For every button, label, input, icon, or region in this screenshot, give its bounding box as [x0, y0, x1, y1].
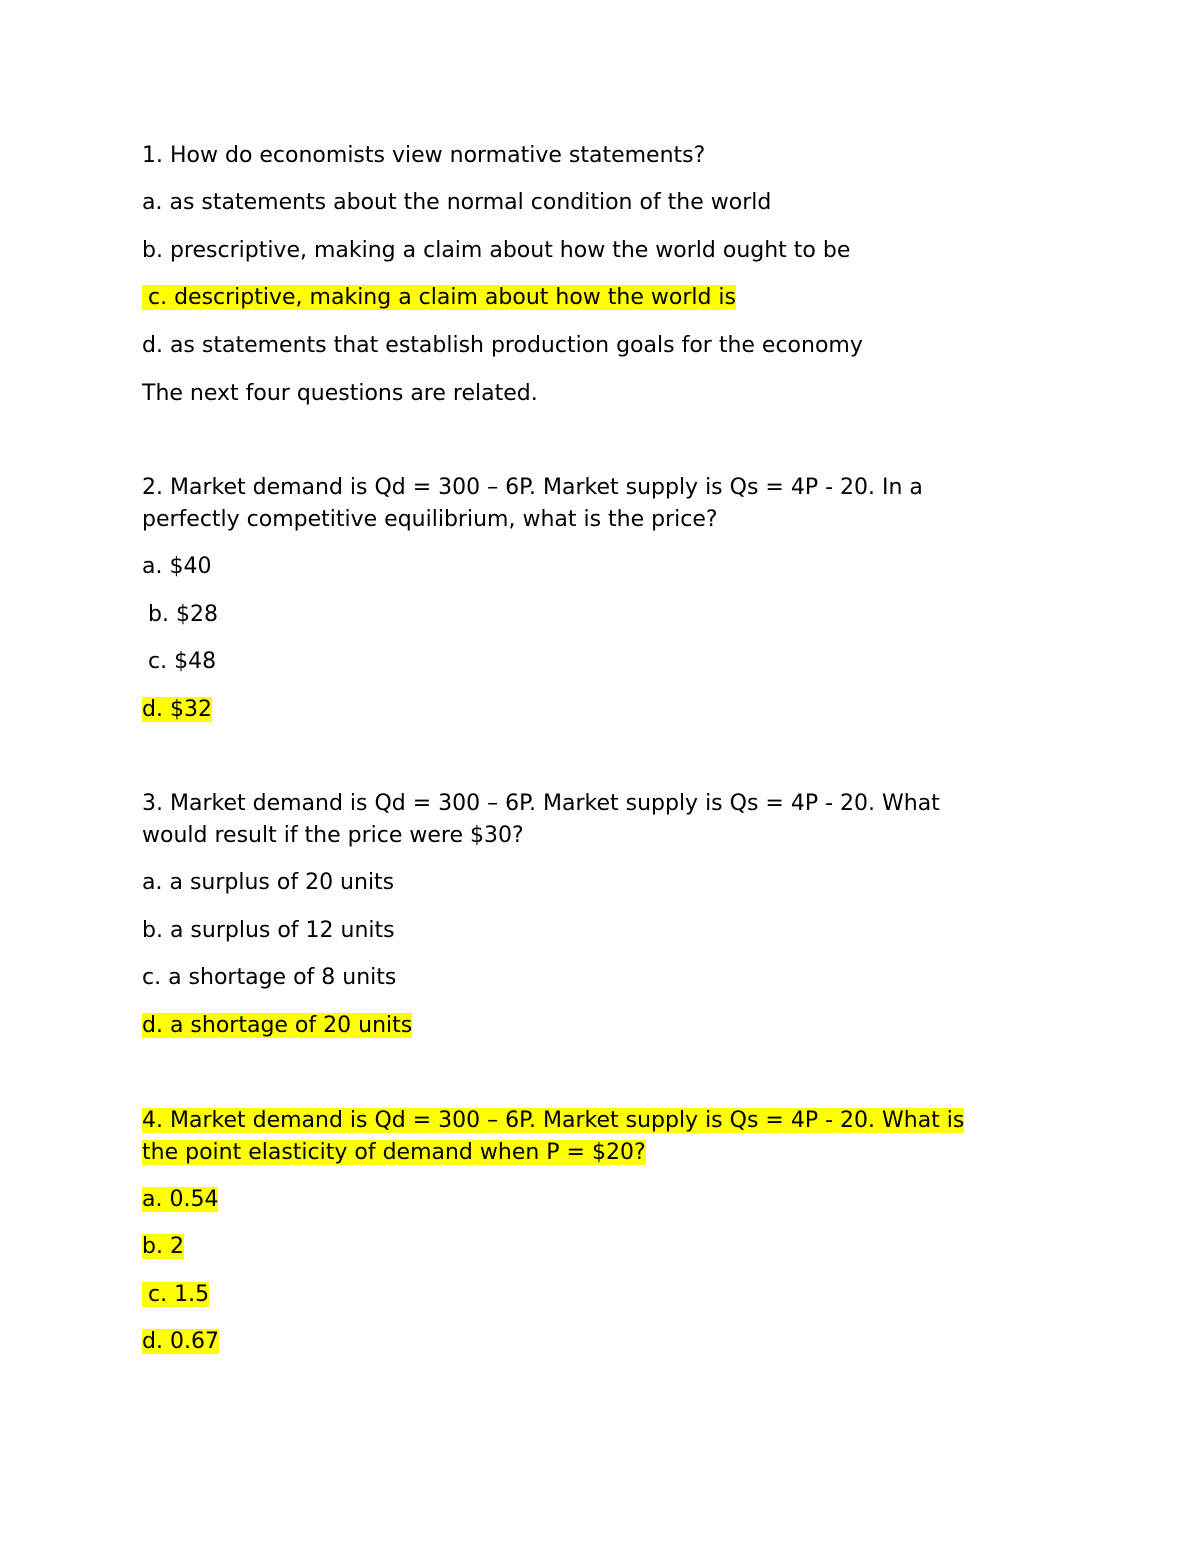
- q1-question: 1. How do economists view normative statements?: [142, 143, 706, 168]
- q2-question-line2: perfectly competitive equilibrium, what is the price?: [142, 507, 718, 532]
- highlight: d. a shortage of 20 units: [142, 1013, 413, 1038]
- q4-question-line1: [142, 1105, 964, 1137]
- highlight: a. 0.54: [142, 1187, 219, 1212]
- note-text: The next four questions are related.: [142, 381, 538, 406]
- q4-question-line2: [142, 1137, 646, 1169]
- highlight: b. 2: [142, 1234, 184, 1259]
- q1-option-a: a. as statements about the normal condition of the world: [142, 190, 772, 215]
- q2-question-line1: 2. Market demand is Qd = 300 – 6P. Market supply is Qs = 4P - 20. In a: [142, 475, 923, 500]
- q2-option-d: [142, 694, 212, 726]
- q3-option-c: c. a shortage of 8 units: [142, 965, 397, 990]
- q2-option-a: a. $40: [142, 554, 212, 579]
- q2-option-c: c. $48: [148, 649, 217, 674]
- highlight: d. $32: [142, 697, 212, 722]
- q4-option-b: [142, 1231, 184, 1263]
- q4-option-c: [142, 1279, 209, 1311]
- q3-question-line1: 3. Market demand is Qd = 300 – 6P. Market supply is Qs = 4P - 20. What: [142, 791, 940, 816]
- highlight: d. 0.67: [142, 1329, 219, 1354]
- q3-option-b: b. a surplus of 12 units: [142, 918, 395, 943]
- q2-option-b: b. $28: [148, 602, 218, 627]
- highlight: c. descriptive, making a claim about how the world is: [142, 285, 736, 310]
- q3-option-a: a. a surplus of 20 units: [142, 870, 395, 895]
- q4-option-a: [142, 1184, 218, 1216]
- q1-option-c: [142, 282, 736, 314]
- q1-option-b: b. prescriptive, making a claim about how the world ought to be: [142, 238, 851, 263]
- q3-option-d: [142, 1010, 412, 1042]
- q1-option-d: d. as statements that establish production goals for the economy: [142, 333, 863, 358]
- highlight: c. 1.5: [142, 1282, 209, 1307]
- highlight: 4. Market demand is Qd = 300 – 6P. Market supply is Qs = 4P - 20. What is: [142, 1108, 965, 1133]
- q3-question-line2: would result if the price were $30?: [142, 823, 524, 848]
- highlight: the point elasticity of demand when P = $20?: [142, 1140, 646, 1165]
- q4-option-d: [142, 1326, 219, 1358]
